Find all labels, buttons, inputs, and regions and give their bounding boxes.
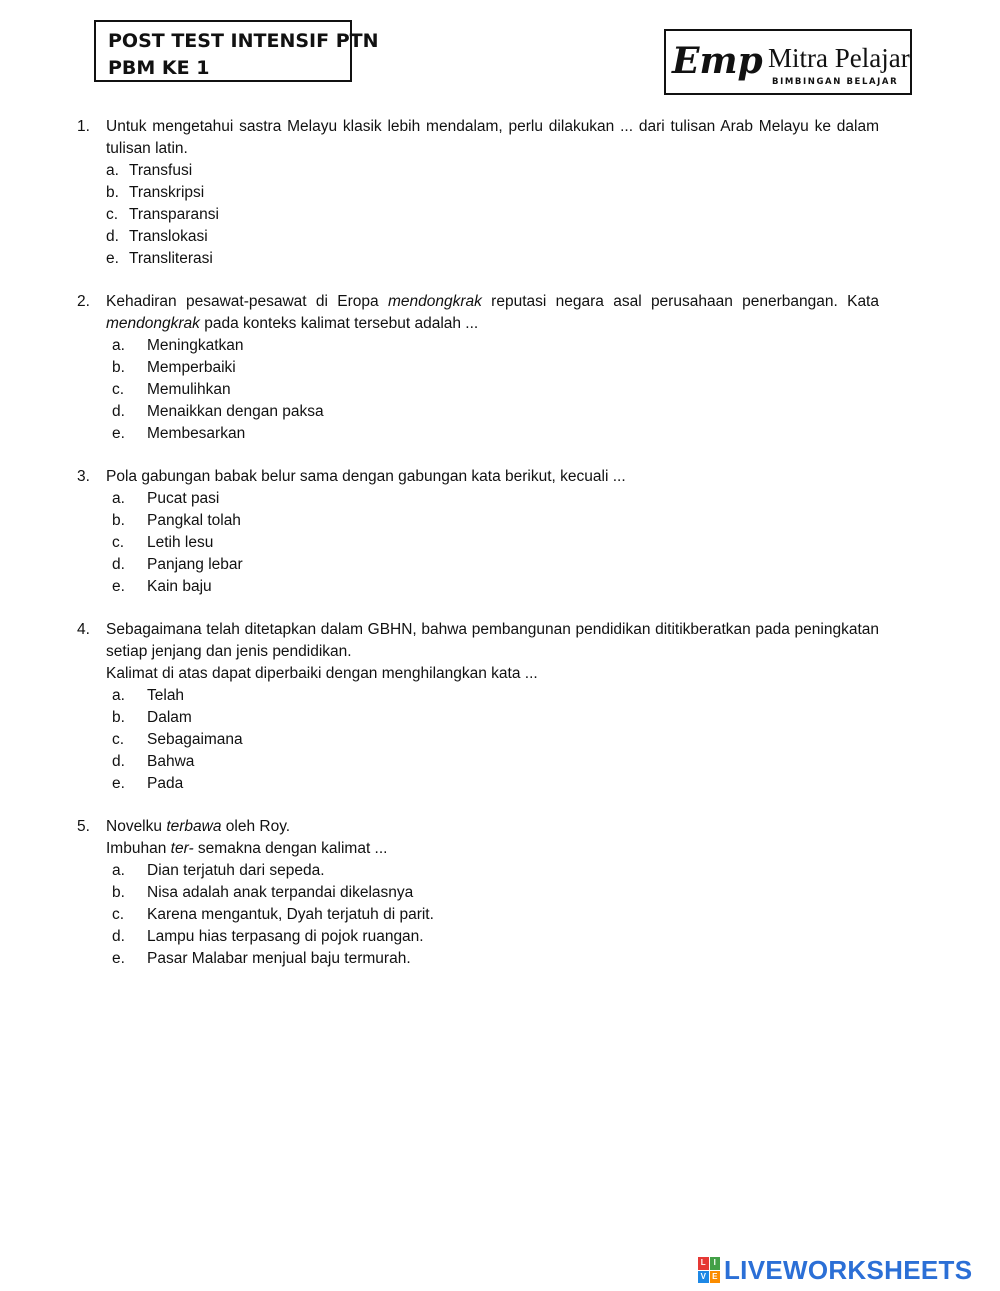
option-b: b. Transkripsi (106, 184, 205, 201)
question-number: 3. (77, 468, 90, 485)
liveworksheets-wordmark: LIVEWORKSHEETS (724, 1255, 973, 1285)
option-c: c. Sebagaimana (112, 731, 243, 748)
option-b: b. Memperbaiki (112, 359, 236, 376)
option-d: d. Bahwa (112, 753, 195, 770)
option-a: a. Transfusi (106, 162, 193, 179)
option-d: d. Lampu hias terpasang di pojok ruangan. (112, 928, 424, 945)
test-session: PBM KE 1 (108, 57, 210, 79)
question-stem: Kehadiran pesawat-pesawat di Eropa mendongkrak reputasi negara asal perusahaan penerbangan. Kata mendongkrak pada konteks kalimat tersebut adalah ... (106, 293, 879, 332)
question-stem: Untuk mengetahui sastra Melayu klasik lebih mendalam, perlu dilakukan ... dari tulisan Arab Melayu ke dalam tulisan latin. (106, 118, 879, 157)
badge-letter-l: L (698, 1257, 709, 1270)
question-number: 5. (77, 818, 90, 835)
test-title: POST TEST INTENSIF PTN (108, 30, 379, 52)
option-e: e. Transliterasi (106, 250, 213, 267)
option-b: b. Pangkal tolah (112, 512, 241, 529)
option-d: d. Translokasi (106, 228, 208, 245)
badge-letter-e: E (710, 1271, 721, 1284)
mitra-pelajar-logo (664, 29, 912, 95)
option-c: c. Karena mengantuk, Dyah terjatuh di parit. (112, 906, 434, 923)
question-number: 1. (77, 118, 90, 135)
option-a: a. Telah (112, 687, 185, 704)
option-e: e. Pasar Malabar menjual baju termurah. (112, 950, 411, 967)
option-e: e. Membesarkan (112, 425, 246, 442)
option-a: a. Meningkatkan (112, 337, 244, 354)
question-instruction: Imbuhan ter- semakna dengan kalimat ... (106, 840, 388, 857)
option-d: d. Menaikkan dengan paksa (112, 403, 324, 420)
question-3 (77, 466, 879, 598)
badge-letter-v: V (698, 1271, 709, 1284)
option-e: e. Pada (112, 775, 184, 792)
question-stem: Pola gabungan babak belur sama dengan gabungan kata berikut, kecuali ... (106, 468, 626, 485)
option-a: a. Dian terjatuh dari sepeda. (112, 862, 325, 879)
logo-tagline: BIMBINGAN BELAJAR (772, 77, 899, 87)
question-instruction: Kalimat di atas dapat diperbaiki dengan menghilangkan kata ... (106, 665, 538, 682)
question-number: 4. (77, 621, 90, 638)
option-b: b. Nisa adalah anak terpandai dikelasnya (112, 884, 414, 901)
option-e: e. Kain baju (112, 578, 212, 595)
option-a: a. Pucat pasi (112, 490, 220, 507)
test-title-box (94, 20, 379, 82)
liveworksheets-logo-icon (698, 1257, 720, 1283)
logo-mark: Emp (672, 40, 763, 82)
option-d: d. Panjang lebar (112, 556, 243, 573)
question-4 (77, 619, 879, 795)
question-number: 2. (77, 293, 90, 310)
logo-graphic (666, 31, 910, 93)
option-b: b. Dalam (112, 709, 192, 726)
question-2 (77, 291, 879, 445)
logo-name: Mitra Pelajar (768, 43, 910, 73)
option-c: c. Memulihkan (112, 381, 231, 398)
option-c: c. Letih lesu (112, 534, 214, 551)
question-list (77, 116, 879, 991)
option-c: c. Transparansi (106, 206, 219, 223)
liveworksheets-watermark (698, 1254, 994, 1286)
question-stem: Novelku terbawa oleh Roy. (106, 818, 291, 835)
badge-letter-i: I (710, 1257, 721, 1270)
question-1 (77, 116, 879, 270)
question-stem: Sebagaimana telah ditetapkan dalam GBHN, bahwa pembangunan pendidikan dititikberatkan pada peningkatan setiap jenjang dan jenis pendidikan. (106, 621, 879, 660)
question-5 (77, 816, 879, 970)
